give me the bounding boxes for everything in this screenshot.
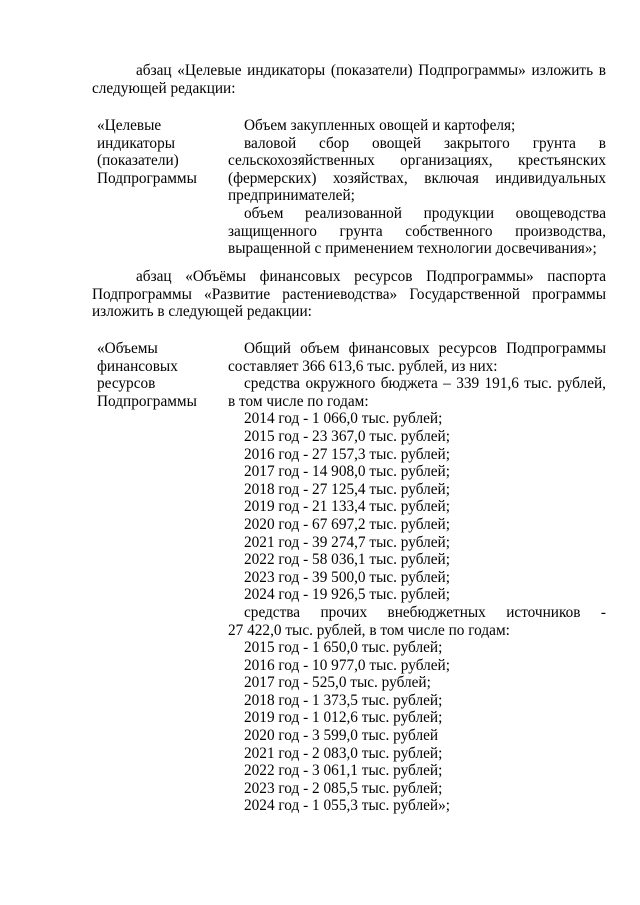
district-year-line: 2015 год - 23 367,0 тыс. рублей; bbox=[244, 427, 450, 445]
indicators-label-line: «Целевые bbox=[97, 117, 162, 134]
extra-year-line: 2017 год - 525,0 тыс. рублей; bbox=[244, 674, 431, 692]
resources-label bbox=[97, 340, 225, 410]
extra-year-line: 2020 год - 3 599,0 тыс. рублей bbox=[244, 727, 439, 745]
paragraph-intro-indicators: абзац «Целевые индикаторы (показатели) Подпрограммы» изложить в следующей редакции: bbox=[92, 62, 606, 97]
extra-year-line: 2023 год - 2 085,5 тыс. рублей; bbox=[244, 779, 443, 797]
extra-budget-intro-cont: 27 422,0 тыс. рублей, в том числе по годам: bbox=[228, 621, 510, 639]
resources-label-line: финансовых bbox=[97, 357, 178, 375]
extra-year-line: 2019 год - 1 012,6 тыс. рублей; bbox=[244, 709, 443, 727]
indicators-content bbox=[228, 117, 606, 258]
district-year-line: 2023 год - 39 500,0 тыс. рублей; bbox=[244, 568, 450, 586]
indicator-item: объем реализованной продукции овощеводства защищенного грунта собственного производства, выращенной с применением технологии досвечивания»; bbox=[228, 204, 606, 258]
district-year-line: 2019 год - 21 133,4 тыс. рублей; bbox=[244, 498, 450, 516]
district-year-line: 2020 год - 67 697,2 тыс. рублей; bbox=[244, 515, 450, 533]
paragraph-intro-resources: абзац «Объёмы финансовых ресурсов Подпрограммы» паспорта Подпрограммы «Развитие растениеводства» Государственной программы изложить в следующей редакции: bbox=[92, 268, 606, 321]
indicators-label-line: (показатели) bbox=[97, 152, 179, 170]
district-year-line: 2024 год - 19 926,5 тыс. рублей; bbox=[244, 586, 450, 604]
district-year-line: 2022 год - 58 036,1 тыс. рублей; bbox=[244, 551, 450, 569]
resources-content bbox=[228, 340, 606, 815]
district-year-line: 2021 год - 39 274,7 тыс. рублей; bbox=[244, 533, 450, 551]
extra-year-line: 2018 год - 1 373,5 тыс. рублей; bbox=[244, 691, 443, 709]
district-year-line: 2016 год - 27 157,3 тыс. рублей; bbox=[244, 445, 450, 463]
district-year-line: 2018 год - 27 125,4 тыс. рублей; bbox=[244, 480, 450, 498]
resources-label-line: «Объемы bbox=[97, 340, 158, 357]
district-year-line: 2017 год - 14 908,0 тыс. рублей; bbox=[244, 463, 450, 481]
district-budget-intro: средства окружного бюджета – 339 191,6 тыс. рублей, в том числе по годам: bbox=[228, 375, 606, 410]
indicators-label bbox=[97, 117, 225, 187]
extra-budget-intro: средства прочих внебюджетных источников - bbox=[244, 603, 606, 621]
resources-label-line: Подпрограммы bbox=[97, 392, 197, 410]
indicator-item: Объем закупленных овощей и картофеля; bbox=[244, 117, 516, 134]
extra-year-line: 2024 год - 1 055,3 тыс. рублей»; bbox=[244, 797, 450, 815]
extra-year-line: 2015 год - 1 650,0 тыс. рублей; bbox=[244, 639, 443, 657]
extra-year-line: 2022 год - 3 061,1 тыс. рублей; bbox=[244, 762, 443, 780]
indicator-item: валовой сбор овощей закрытого грунта в сельскохозяйственных организациях, крестьянских (фермерских) хозяйствах, включая индивидуальных предпринимателей; bbox=[228, 134, 606, 205]
extra-year-line: 2021 год - 2 083,0 тыс. рублей; bbox=[244, 744, 443, 762]
indicators-label-line: индикаторы bbox=[97, 134, 175, 152]
resources-label-line: ресурсов bbox=[97, 375, 156, 393]
total-funding: Общий объем финансовых ресурсов Подпрограммы составляет 366 613,6 тыс. рублей, из них: bbox=[228, 340, 606, 375]
extra-year-line: 2016 год - 10 977,0 тыс. рублей; bbox=[244, 656, 450, 674]
district-year-line: 2014 год - 1 066,0 тыс. рублей; bbox=[244, 410, 443, 428]
indicators-label-line: Подпрограммы bbox=[97, 169, 197, 187]
